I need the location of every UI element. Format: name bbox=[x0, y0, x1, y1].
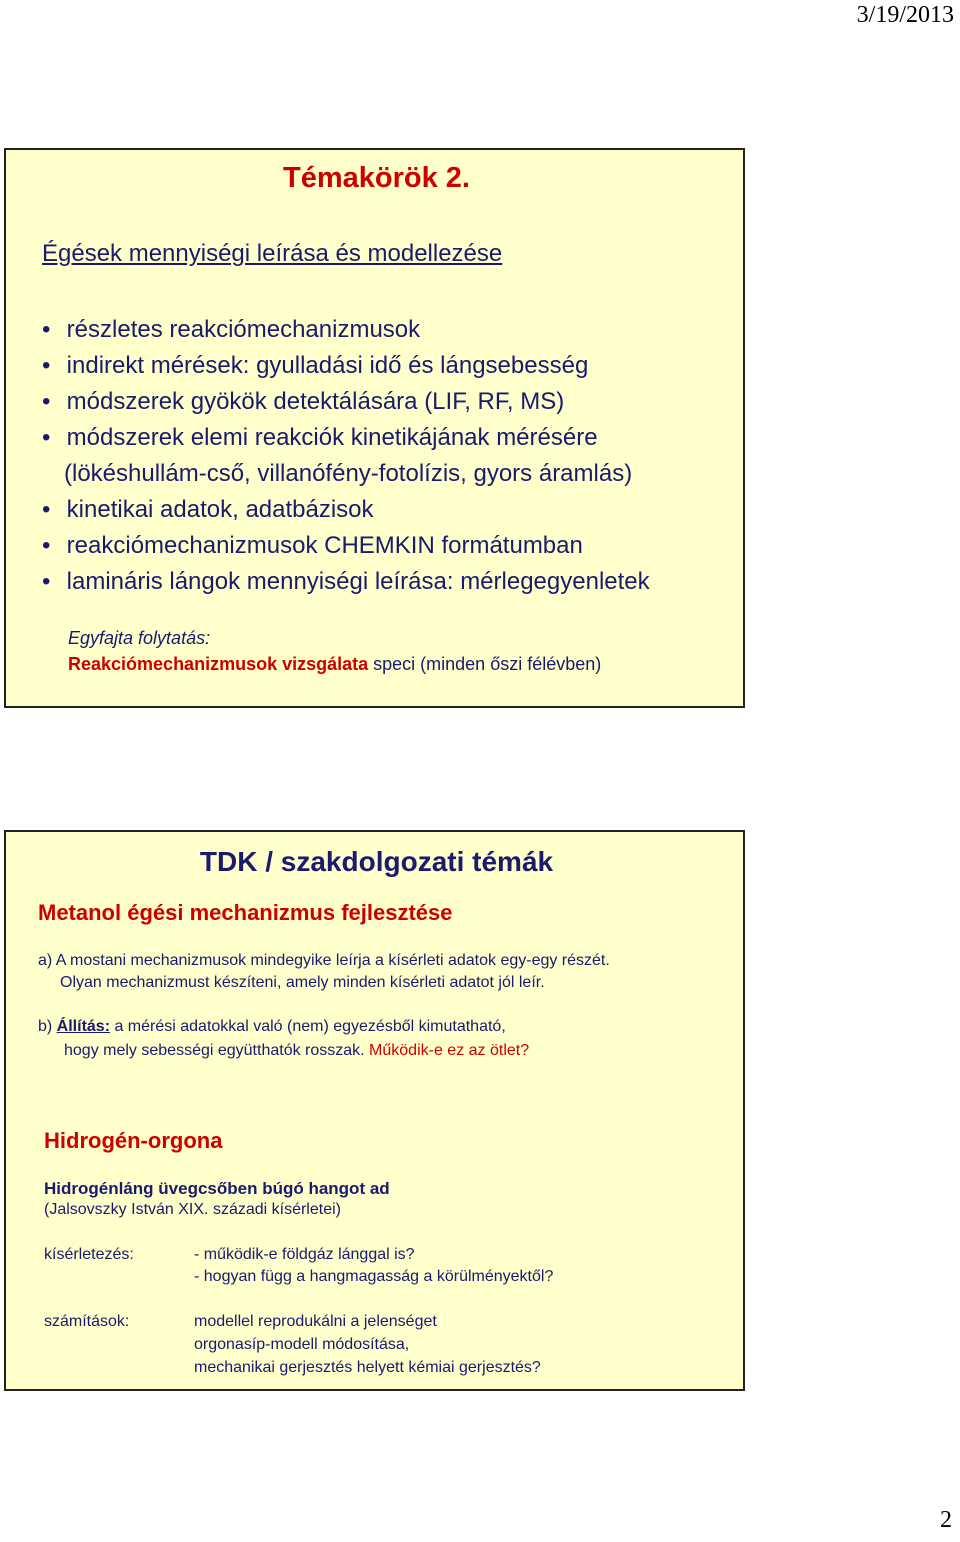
bullet-icon: • bbox=[42, 352, 51, 379]
slide-title: TDK / szakdolgozati témák bbox=[199, 846, 554, 877]
list-item: • módszerek gyökök detektálására (LIF, RF, MS) bbox=[42, 384, 650, 420]
topic-heading-hydrogen-organ: Hidrogén-orgona bbox=[44, 1128, 223, 1153]
bullet-icon: • bbox=[42, 424, 51, 451]
slide-topics bbox=[4, 148, 745, 708]
page-date: 3/19/2013 bbox=[856, 2, 954, 28]
list-item: • indirekt mérések: gyulladási idő és lángsebesség bbox=[42, 348, 650, 384]
calculation-item: orgonasíp-modell módosítása, bbox=[194, 1336, 410, 1353]
bullet-icon: • bbox=[42, 388, 51, 415]
bullet-icon: • bbox=[42, 496, 51, 523]
list-item: • részletes reakciómechanizmusok bbox=[42, 312, 650, 348]
slide-subtitle: Égések mennyiségi leírása és modellezése bbox=[42, 240, 503, 267]
slide-thesis-topics bbox=[4, 830, 745, 1391]
experiment-item: - működik-e földgáz lánggal is? bbox=[194, 1246, 415, 1263]
point-b: b) Állítás: a mérési adatokkal való (nem) egyezésből kimutatható, bbox=[38, 1018, 506, 1035]
point-b-continuation: hogy mely sebességi együtthatók rosszak. Működik-e ez az ötlet? bbox=[64, 1042, 530, 1059]
experiment-item: - hogyan függ a hangmagasság a körülményektől? bbox=[194, 1268, 554, 1285]
calculations-label: számítások: bbox=[44, 1313, 130, 1330]
hydrogen-organ-description: Hidrogénláng üvegcsőben búgó hangot ad bbox=[44, 1179, 390, 1198]
continuation-course: Reakciómechanizmusok vizsgálata speci (minden őszi félévben) bbox=[68, 654, 602, 674]
slide-title: Témakörök 2. bbox=[283, 162, 470, 194]
point-a-goal: Olyan mechanizmust készíteni, amely minden kísérleti adatot jól leír. bbox=[60, 974, 545, 991]
bullet-icon: • bbox=[42, 568, 51, 595]
list-item: • kinetikai adatok, adatbázisok bbox=[42, 492, 650, 528]
point-a: a) A mostani mechanizmusok mindegyike leírja a kísérleti adatok egy-egy részét. bbox=[38, 952, 610, 969]
topic-heading-methanol: Metanol égési mechanizmus fejlesztése bbox=[38, 900, 453, 925]
bullet-icon: • bbox=[42, 532, 51, 559]
list-item: • módszerek elemi reakciók kinetikájának mérésére bbox=[42, 420, 650, 456]
list-item: • lamináris lángok mennyiségi leírása: mérlegegyenletek bbox=[42, 564, 650, 600]
topic-list bbox=[42, 312, 650, 600]
list-item: • reakciómechanizmusok CHEMKIN formátumban bbox=[42, 528, 650, 564]
list-item-continuation: (lökéshullám-cső, villanófény-fotolízis, gyors áramlás) bbox=[64, 460, 633, 487]
page-number: 2 bbox=[940, 1507, 952, 1533]
hydrogen-organ-source: (Jalsovszky István XIX. századi kísérletei) bbox=[44, 1201, 341, 1218]
bullet-icon: • bbox=[42, 316, 51, 343]
experiments-label: kísérletezés: bbox=[44, 1246, 134, 1263]
calculation-item: modellel reprodukálni a jelenséget bbox=[194, 1313, 437, 1330]
continuation-label: Egyfajta folytatás: bbox=[68, 628, 211, 648]
calculation-item: mechanikai gerjesztés helyett kémiai gerjesztés? bbox=[194, 1359, 541, 1376]
